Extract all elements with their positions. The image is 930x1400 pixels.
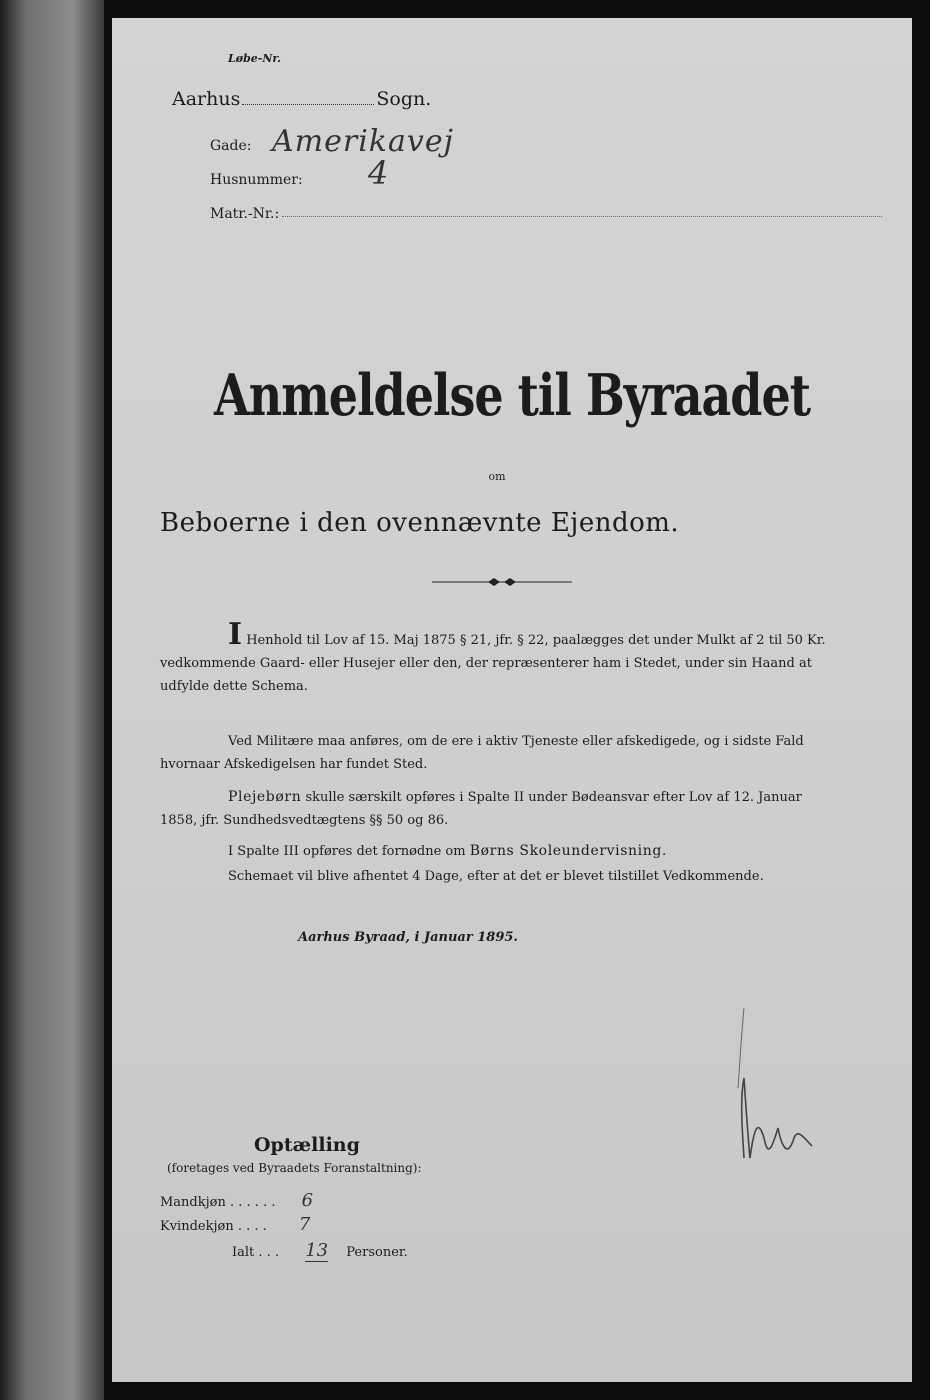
total-leader: . . . [254, 1245, 284, 1260]
paragraph-1-text: Henhold til Lov af 15. Maj 1875 § 21, jfr. § 22, paalægges det under Mulkt af 2 til 50 Kr. vedkommende Gaard- eller Husejer eller den, der repræsenterer ham i Stedet, under sin Haand at udfylde dette Schema. [160, 633, 826, 694]
book-spine [0, 0, 104, 1400]
men-count-row [160, 1190, 313, 1211]
document-subtitle: Beboerne i den ovennævnte Ejendom. [160, 508, 680, 538]
persons-label: Personer. [346, 1245, 408, 1260]
men-label: Mandkjøn [160, 1195, 226, 1210]
house-number-handwritten: 4 [368, 154, 389, 192]
parish-line [172, 88, 431, 110]
document-title: Anmeldelse til Byraadet [214, 361, 810, 429]
paragraph-1 [160, 617, 832, 698]
men-leader: . . . . . . [225, 1195, 280, 1210]
ornament-icon [432, 576, 572, 588]
ornament-divider [432, 576, 572, 591]
dotted-rule [282, 216, 882, 217]
count-title: Optælling [254, 1134, 360, 1156]
parish-fill-line [242, 104, 374, 105]
paragraph-2: Ved Militære maa anføres, om de ere i aktiv Tjeneste eller afskedigede, og i sidste Fald hvornaar Afskedigelsen har fundet Sted. [160, 734, 804, 772]
signoff-line: Aarhus Byraad, i Januar 1895. [298, 930, 518, 945]
women-leader: . . . . [233, 1219, 271, 1234]
total-value-handwritten: 13 [305, 1240, 329, 1261]
signature-scribble [724, 1008, 834, 1168]
skoleundervisning-emphasis: Børns Skoleundervisning. [469, 843, 667, 859]
matr-nr-label: Matr.-Nr.: [210, 206, 280, 222]
om-connector: om [488, 470, 506, 483]
total-count-row [232, 1240, 408, 1261]
paragraph-4 [160, 840, 832, 863]
men-value-handwritten: 6 [301, 1190, 314, 1211]
city-name: Aarhus [172, 88, 241, 110]
paragraph-4-text: I Spalte III opføres det fornødne om [228, 844, 466, 859]
lobe-nr-label: Løbe-Nr. [228, 52, 281, 65]
plejeborn-emphasis: Plejebørn [228, 789, 302, 805]
house-number-label: Husnummer: [210, 172, 303, 188]
parish-label: Sogn. [376, 88, 432, 110]
document-page [112, 18, 912, 1382]
paragraph-5: Schemaet vil blive afhentet 4 Dage, efter at det er blevet tilstillet Vedkommende. [228, 869, 764, 884]
women-value-handwritten: 7 [298, 1214, 311, 1235]
street-label: Gade: [210, 138, 252, 154]
women-count-row [160, 1214, 310, 1235]
paragraph-3-text: skulle særskilt opføres i Spalte II under Bødeansvar efter Lov af 12. Januar 1858, jfr. Sundhedsvedtægtens §§ 50 og 86. [160, 790, 802, 828]
total-label: Ialt [232, 1245, 255, 1260]
drop-initial: I [228, 617, 243, 652]
paragraph-3 [160, 786, 832, 832]
count-subtitle: (foretages ved Byraadets Foranstaltning): [167, 1161, 422, 1175]
street-value-handwritten: Amerikavej [272, 124, 454, 159]
women-label: Kvindekjøn [160, 1219, 234, 1234]
